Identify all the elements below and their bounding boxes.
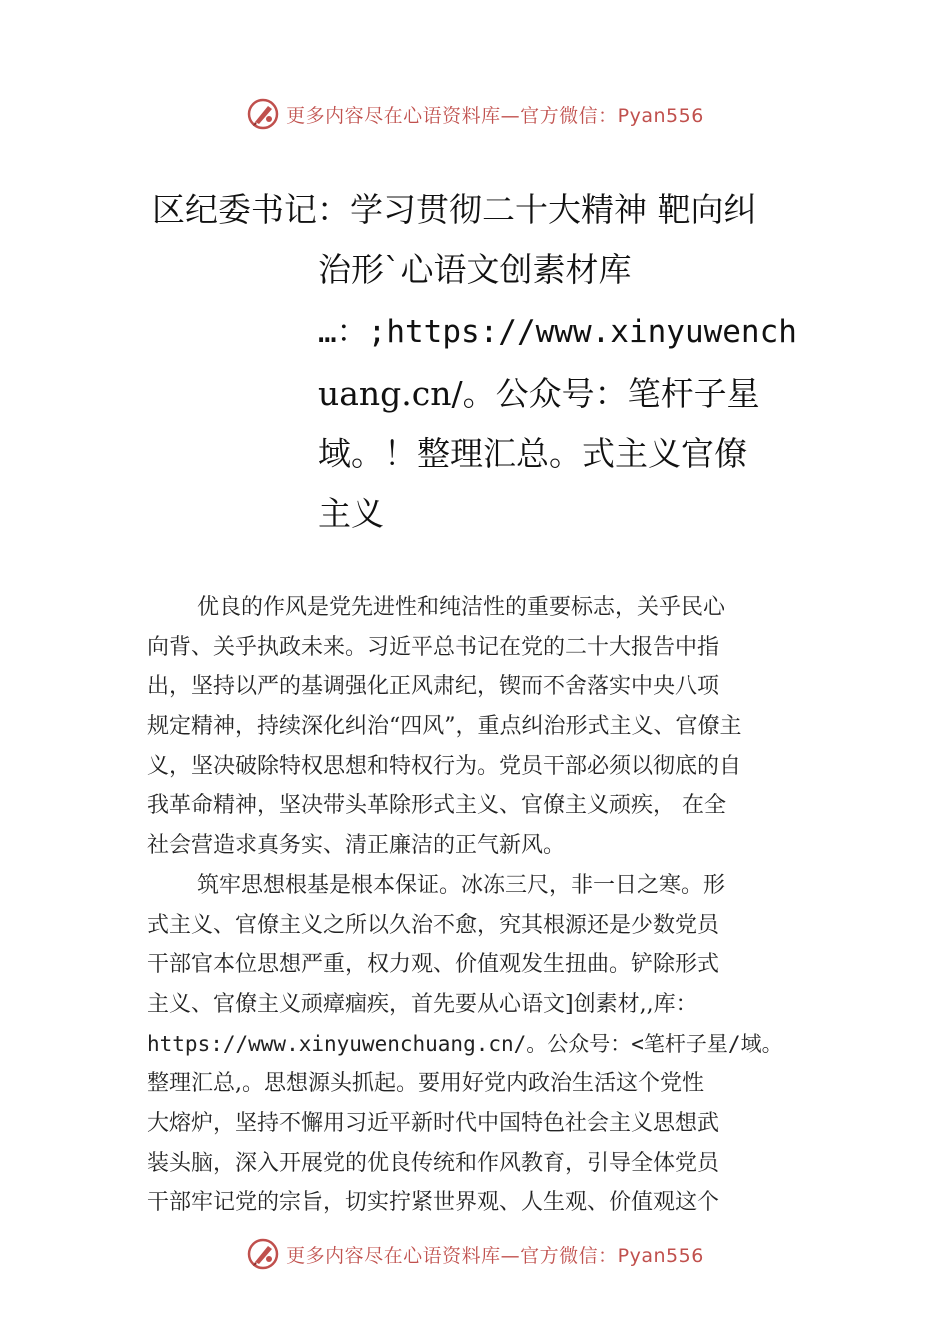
body-line: 优良的作风是党先进性和纯洁性的重要标志，关乎民心 [197, 595, 726, 620]
title-line: 域。！整理汇总。式主义官僚 [318, 434, 747, 473]
body-line: 整理汇总,。思想源头抓起。要用好党内政治生活这个党性 [147, 1071, 704, 1097]
watermark-banner-bottom [0, 1234, 950, 1274]
body-line: 干部官本位思想严重，权力观、价值观发生扭曲。铲除形式 [147, 952, 720, 978]
title-line: 治形`心语文创素材库 [318, 250, 632, 289]
body-line: 干部牢记党的宗旨，切实拧紧世界观、人生观、价值观这个 [147, 1190, 720, 1216]
watermark-banner-top [0, 94, 950, 134]
body-line: 出，坚持以严的基调强化正风肃纪，锲而不舍落实中央八项 [147, 674, 720, 700]
pen-logo-icon [246, 97, 280, 131]
watermark-text-bottom: 更多内容尽在心语资料库—官方微信：Pyan556 [286, 1244, 704, 1267]
body-line: 筑牢思想根基是根本保证。冰冻三尺，非一日之寒。形 [197, 872, 726, 898]
body-line: 向背、关乎执政未来。习近平总书记在党的二十大报告中指 [147, 634, 720, 660]
body-line: 大熔炉，坚持不懈用习近平新时代中国特色社会主义思想武 [147, 1110, 720, 1136]
body-line: https://www.xinyuwenchuang.cn/。公众号：<笔杆子星/域。 [147, 1031, 783, 1056]
body-line: 规定精神，持续深化纠治“四风”，重点纠治形式主义、官僚主 [147, 714, 742, 740]
title-line: uang.cn/。公众号：笔杆子星 [318, 374, 760, 413]
body-line: 义，坚决破除特权思想和特权行为。党员干部必须以彻底的自 [147, 753, 742, 779]
title-line: …：;https://www.xinyuwench [318, 314, 797, 350]
title-line: 主义 [318, 494, 384, 533]
pen-logo-icon [246, 1237, 280, 1271]
body-line: 主义、官僚主义顽瘴痼疾，首先要从心语文]创素材,,库： [147, 991, 698, 1017]
body-line: 我革命精神，坚决带头革除形式主义、官僚主义顽疾， 在全 [147, 793, 726, 819]
body-line: 装头脑，深入开展党的优良传统和作风教育，引导全体党员 [147, 1150, 720, 1176]
document-body [147, 588, 837, 1223]
watermark-text-top: 更多内容尽在心语资料库—官方微信：Pyan556 [286, 104, 704, 127]
body-line: 式主义、官僚主义之所以久治不愈，究其根源还是少数党员 [147, 912, 720, 938]
title-line: 区纪委书记：学习贯彻二十大精神 靶向纠 [152, 190, 757, 229]
body-line: 社会营造求真务实、清正廉洁的正气新风。 [147, 833, 566, 859]
